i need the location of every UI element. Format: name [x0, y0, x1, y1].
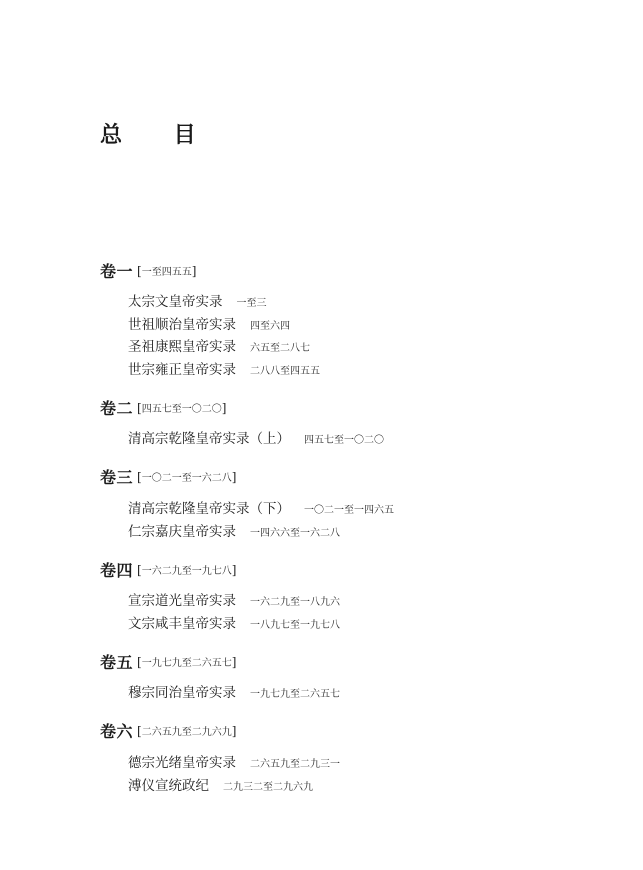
entry-title: 世祖顺治皇帝实录 — [128, 316, 236, 333]
volume-page-range: [一九七九至二六五七] — [137, 654, 237, 669]
volume-entries — [100, 584, 600, 646]
volume-entries — [100, 676, 600, 716]
volume-heading — [100, 554, 600, 584]
toc-entry[interactable] — [100, 612, 600, 635]
volume-entries — [100, 285, 600, 392]
entry-pages: 二六五九至二九三一 — [250, 758, 340, 770]
entry-pages: 一四六六至一六二八 — [250, 527, 340, 539]
entry-title: 仁宗嘉庆皇帝实录 — [128, 523, 236, 540]
volume-5 — [100, 646, 600, 716]
entry-pages: 一八九七至一九七八 — [250, 619, 340, 631]
volume-page-range: [一六二九至一九七八] — [137, 562, 237, 577]
entry-pages: 二八八至四五五 — [250, 365, 320, 377]
entry-pages: 六五至二八七 — [250, 343, 310, 355]
volume-name: 卷一 — [100, 261, 134, 281]
entry-title: 清高宗乾隆皇帝实录（上） — [128, 431, 290, 448]
entry-pages: 四五七至一〇二〇 — [304, 435, 384, 447]
toc-entry[interactable] — [100, 751, 600, 774]
volume-entries — [100, 492, 600, 554]
volume-1 — [100, 255, 600, 392]
entry-pages: 二九三二至二九六九 — [223, 781, 313, 793]
volume-2 — [100, 392, 600, 462]
toc-entry[interactable] — [100, 427, 600, 450]
volume-heading — [100, 392, 600, 422]
volume-page-range: [四五七至一〇二〇] — [137, 400, 227, 415]
entry-title: 文宗咸丰皇帝实录 — [128, 615, 236, 632]
toc-entry[interactable] — [100, 681, 600, 704]
toc-entry[interactable] — [100, 358, 600, 381]
volume-4 — [100, 554, 600, 646]
volume-page-range: [一至四五五] — [137, 263, 197, 278]
volume-name: 卷二 — [100, 398, 134, 418]
entry-pages: 一九七九至二六五七 — [250, 689, 340, 701]
toc-entry[interactable] — [100, 774, 600, 797]
toc-entry[interactable] — [100, 290, 600, 313]
toc-entry[interactable] — [100, 313, 600, 336]
entry-pages: 四至六四 — [250, 320, 290, 332]
toc-entry[interactable] — [100, 497, 600, 520]
volume-name: 卷四 — [100, 560, 134, 580]
table-of-contents — [100, 255, 600, 808]
volume-heading — [100, 646, 600, 676]
page-title: 总 目 — [100, 122, 218, 148]
volume-6 — [100, 716, 600, 808]
entry-title: 溥仪宣统政纪 — [128, 777, 209, 794]
volume-name: 卷五 — [100, 652, 134, 672]
volume-entries — [100, 746, 600, 808]
volume-entries — [100, 422, 600, 462]
toc-entry[interactable] — [100, 335, 600, 358]
entry-title: 德宗光绪皇帝实录 — [128, 754, 236, 771]
volume-name: 卷三 — [100, 468, 134, 488]
volume-heading — [100, 716, 600, 746]
volume-3 — [100, 462, 600, 554]
toc-entry[interactable] — [100, 589, 600, 612]
volume-page-range: [二六五九至二九六九] — [137, 724, 237, 739]
volume-page-range: [一〇二一至一六二八] — [137, 470, 237, 485]
entry-title: 清高宗乾隆皇帝实录（下） — [128, 500, 290, 517]
entry-title: 圣祖康熙皇帝实录 — [128, 339, 236, 356]
entry-title: 穆宗同治皇帝实录 — [128, 685, 236, 702]
entry-title: 世宗雍正皇帝实录 — [128, 361, 236, 378]
entry-title: 宣宗道光皇帝实录 — [128, 593, 236, 610]
volume-heading — [100, 462, 600, 492]
volume-heading — [100, 255, 600, 285]
entry-pages: 一〇二一至一四六五 — [304, 504, 394, 516]
toc-entry[interactable] — [100, 520, 600, 543]
entry-pages: 一六二九至一八九六 — [250, 597, 340, 609]
entry-pages: 一至三 — [236, 298, 267, 309]
volume-name: 卷六 — [100, 722, 134, 742]
entry-title: 太宗文皇帝实录 — [128, 294, 223, 310]
